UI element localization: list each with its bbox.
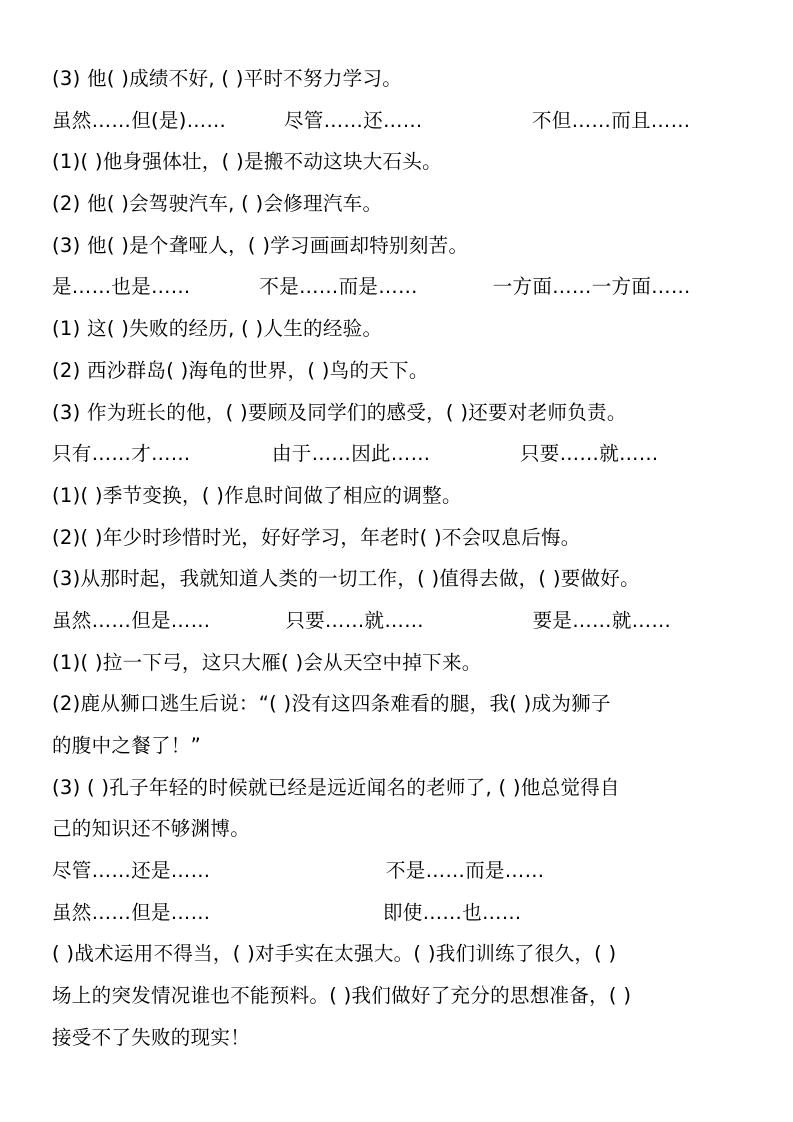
exercise-sentence: (2)鹿从狮口逃生后说：“( )没有这四条难看的腿，我( )成为狮子 <box>52 692 611 716</box>
conjunction-pair: 虽然……但(是)…… <box>52 108 227 132</box>
exercise-sentence: (1)( )拉一下弓，这只大雁( )会从天空中掉下来。 <box>52 650 482 674</box>
exercise-sentence: 接受不了失败的现实！ <box>52 1025 251 1049</box>
exercise-sentence: 场上的突发情况谁也不能预料。( )我们做好了充分的思想准备，( ) <box>52 984 632 1008</box>
conjunction-pair: 只要……就…… <box>285 608 424 632</box>
conjunction-options-row <box>52 433 752 475</box>
conjunction-pair: 不但……而且…… <box>532 108 691 132</box>
conjunction-pair: 只有……才…… <box>52 442 191 466</box>
conjunction-pair: 由于……因此…… <box>272 442 431 466</box>
exercise-sentence: (3) 他( )成绩不好, ( )平时不努力学习。 <box>52 67 403 90</box>
exercise-sentence: 的腹中之餐了！” <box>52 734 202 757</box>
exercise-sentence: (2)( )年少时珍惜时光，好好学习，年老时( )不会叹息后悔。 <box>52 525 581 549</box>
exercise-sentence: (2) 他( )会驾驶汽车, ( )会修理汽车。 <box>52 192 383 216</box>
exercise-sentence: (3) 他( )是个聋哑人，( )学习画画却特别刻苦。 <box>52 233 469 257</box>
conjunction-pair: 尽管……还是…… <box>52 859 211 883</box>
exercise-sentence: (3)从那时起，我就知道人类的一切工作，( )值得去做，( )要做好。 <box>52 567 640 591</box>
conjunction-options-row <box>52 100 752 142</box>
conjunction-pair: 要是……就…… <box>532 608 672 632</box>
conjunction-pair: 即使……也…… <box>383 900 522 924</box>
exercise-sentence: (1)( )季节变换，( )作息时间做了相应的调整。 <box>52 483 462 507</box>
exercise-sentence: (2) 西沙群岛( )海龟的世界，( )鸟的天下。 <box>52 358 429 382</box>
conjunction-pair: 虽然……但是…… <box>52 608 211 632</box>
conjunction-pair: 只要……就…… <box>520 442 659 466</box>
exercise-sentence: (3) 作为班长的他，( )要顾及同学们的感受，( )还要对老师负责。 <box>52 400 627 424</box>
exercise-sentence: (3) ( )孔子年轻的时候就已经是远近闻名的老师了, ( )他总觉得自 <box>52 775 620 799</box>
exercise-sentence: (1) 这( )失败的经历, ( )人生的经验。 <box>52 317 383 341</box>
exercise-sentence: 己的知识还不够渊博。 <box>52 817 251 841</box>
exercise-sentence: ( )战术运用不得当，( )对手实在太强大。( )我们训练了很久，( ) <box>52 942 617 966</box>
conjunction-pair: 虽然……但是…… <box>52 900 211 924</box>
conjunction-options-row <box>52 850 752 892</box>
conjunction-options-row <box>52 892 752 934</box>
conjunction-pair: 不是……而是…… <box>259 275 418 299</box>
conjunction-pair: 尽管……还…… <box>284 108 423 132</box>
conjunction-options-row <box>52 600 752 642</box>
worksheet-page <box>52 58 752 1059</box>
exercise-sentence: (1)( )他身强体壮，( )是搬不动这块大石头。 <box>52 150 442 174</box>
conjunction-pair: 一方面……一方面…… <box>492 275 691 299</box>
conjunction-options-row <box>52 266 752 308</box>
conjunction-pair: 是……也是…… <box>52 275 191 299</box>
conjunction-pair: 不是……而是…… <box>386 859 545 883</box>
